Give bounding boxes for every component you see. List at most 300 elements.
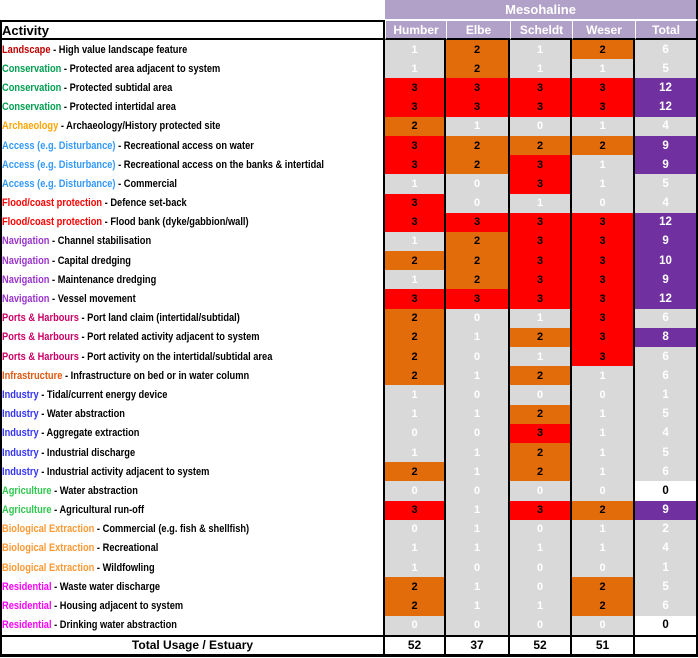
activity-cell — [0, 117, 385, 136]
value-cell: 0 — [446, 558, 510, 577]
table-row — [0, 194, 698, 213]
table-row — [0, 78, 698, 97]
row-total-cell: 4 — [635, 117, 698, 136]
value-cell: 1 — [572, 443, 635, 462]
table-row — [0, 424, 698, 443]
value-cell: 0 — [510, 385, 572, 404]
row-total-cell: 12 — [635, 289, 698, 308]
value-cell: 0 — [385, 424, 446, 443]
value-cell: 0 — [446, 481, 510, 500]
value-cell: 3 — [572, 328, 635, 347]
table-row — [0, 481, 698, 500]
value-cell: 3 — [385, 155, 446, 174]
activity-column-header: Activity — [0, 20, 385, 40]
value-cell: 3 — [446, 98, 510, 117]
category-label: Conservation — [2, 62, 62, 75]
column-header-total: Total — [635, 20, 698, 40]
activity-text — [2, 523, 249, 535]
column-total-cell: 37 — [446, 635, 510, 657]
row-total-cell: 0 — [635, 481, 698, 500]
activity-cell — [0, 520, 385, 539]
row-total-cell: 12 — [635, 78, 698, 97]
mesohaline-group-header: Mesohaline — [385, 0, 698, 20]
activity-description: - Housing adjacent to system — [51, 600, 184, 613]
value-cell: 1 — [385, 174, 446, 193]
value-cell: 3 — [510, 270, 572, 289]
activity-cell — [0, 194, 385, 213]
activity-cell — [0, 59, 385, 78]
value-cell: 1 — [385, 539, 446, 558]
activity-text — [2, 408, 125, 420]
activity-description: - Flood bank (dyke/gabbion/wall) — [102, 216, 249, 229]
category-label: Residential — [2, 580, 52, 593]
category-label: Archaeology — [2, 120, 59, 133]
value-cell: 2 — [385, 347, 446, 366]
activity-description: - Port land claim (intertidal/subtidal) — [78, 312, 240, 325]
row-total-cell: 5 — [635, 405, 698, 424]
category-label: Navigation — [2, 293, 50, 306]
category-label: Industry — [2, 465, 39, 478]
value-cell: 3 — [572, 347, 635, 366]
value-cell: 1 — [446, 462, 510, 481]
value-cell: 3 — [510, 155, 572, 174]
value-cell: 1 — [385, 405, 446, 424]
activity-text — [2, 197, 187, 209]
value-cell: 0 — [385, 481, 446, 500]
table-row — [0, 462, 698, 481]
value-cell: 1 — [385, 385, 446, 404]
category-label: Ports & Harbours — [2, 350, 79, 363]
value-cell: 1 — [385, 558, 446, 577]
activity-text — [2, 581, 160, 593]
activity-cell — [0, 481, 385, 500]
table-row — [0, 501, 698, 520]
value-cell: 2 — [446, 136, 510, 155]
activity-description: - Maintenance dredging — [49, 273, 157, 286]
column-total-cell: 52 — [385, 635, 446, 657]
value-cell: 3 — [385, 289, 446, 308]
value-cell: 0 — [446, 424, 510, 443]
value-cell: 2 — [385, 596, 446, 615]
activity-text — [2, 562, 155, 574]
row-total-cell: 8 — [635, 328, 698, 347]
value-cell: 0 — [446, 194, 510, 213]
activity-cell — [0, 328, 385, 347]
value-cell: 3 — [510, 501, 572, 520]
row-total-cell: 5 — [635, 577, 698, 596]
activity-cell — [0, 174, 385, 193]
value-cell: 1 — [385, 443, 446, 462]
category-label: Biological Extraction — [2, 542, 95, 555]
value-cell: 1 — [446, 366, 510, 385]
table-row — [0, 251, 698, 270]
category-label: Navigation — [2, 235, 50, 248]
activity-description: - Infrastructure on bed or in water column — [62, 369, 250, 382]
activity-text — [2, 466, 209, 478]
row-total-cell: 10 — [635, 251, 698, 270]
row-total-cell: 5 — [635, 174, 698, 193]
value-cell: 3 — [385, 98, 446, 117]
activity-cell — [0, 616, 385, 635]
column-header-scheldt: Scheldt — [510, 20, 572, 40]
value-cell: 0 — [510, 117, 572, 136]
row-total-cell: 1 — [635, 558, 698, 577]
value-cell: 1 — [572, 424, 635, 443]
category-label: Navigation — [2, 254, 50, 267]
value-cell: 3 — [510, 424, 572, 443]
row-total-cell: 2 — [635, 520, 698, 539]
row-total-cell: 9 — [635, 270, 698, 289]
value-cell: 3 — [510, 174, 572, 193]
activity-description: - Commercial — [115, 177, 177, 190]
value-cell: 2 — [446, 59, 510, 78]
activity-text — [2, 504, 144, 516]
value-cell: 2 — [572, 40, 635, 59]
activity-description: - Recreational — [94, 542, 159, 555]
activity-text — [2, 159, 324, 171]
activity-text — [2, 235, 151, 247]
row-total-cell: 6 — [635, 596, 698, 615]
value-cell: 1 — [510, 596, 572, 615]
activity-description: - Archaeology/History protected site — [58, 120, 221, 133]
activity-cell — [0, 289, 385, 308]
activity-text — [2, 216, 249, 228]
row-total-cell: 4 — [635, 194, 698, 213]
value-cell: 1 — [572, 155, 635, 174]
activity-text — [2, 120, 220, 132]
category-label: Industry — [2, 408, 39, 421]
activity-text — [2, 389, 167, 401]
column-total-cell: 51 — [572, 635, 635, 657]
value-cell: 3 — [385, 78, 446, 97]
activity-description: - Recreational access on water — [115, 139, 254, 152]
value-cell: 3 — [572, 289, 635, 308]
value-cell: 1 — [446, 577, 510, 596]
activity-text — [2, 485, 138, 497]
value-cell: 2 — [385, 309, 446, 328]
value-cell: 0 — [572, 616, 635, 635]
category-label: Residential — [2, 619, 52, 632]
value-cell: 3 — [572, 270, 635, 289]
activity-cell — [0, 558, 385, 577]
activity-description: - Protected subtidal area — [61, 81, 173, 94]
table-row — [0, 328, 698, 347]
activity-text — [2, 274, 156, 286]
category-label: Agriculture — [2, 504, 52, 517]
activity-cell — [0, 385, 385, 404]
column-header-weser: Weser — [572, 20, 635, 40]
table-row — [0, 616, 698, 635]
activity-cell — [0, 405, 385, 424]
row-total-cell: 12 — [635, 213, 698, 232]
activity-cell — [0, 98, 385, 117]
row-total-cell: 6 — [635, 366, 698, 385]
top-left-spacer — [0, 0, 385, 20]
activity-cell — [0, 443, 385, 462]
category-label: Industry — [2, 446, 39, 459]
value-cell: 2 — [446, 251, 510, 270]
row-total-cell: 9 — [635, 232, 698, 251]
category-label: Access (e.g. Disturbance) — [2, 139, 116, 152]
value-cell: 0 — [572, 194, 635, 213]
value-cell: 2 — [510, 328, 572, 347]
table-row — [0, 40, 698, 59]
activity-description: - Industrial activity adjacent to system — [38, 465, 210, 478]
row-total-cell: 6 — [635, 462, 698, 481]
activity-text — [2, 44, 187, 56]
value-cell: 3 — [385, 136, 446, 155]
row-total-cell: 12 — [635, 98, 698, 117]
value-cell: 3 — [572, 251, 635, 270]
value-cell: 1 — [572, 405, 635, 424]
table-row — [0, 539, 698, 558]
table-row — [0, 347, 698, 366]
value-cell: 3 — [446, 78, 510, 97]
value-cell: 2 — [510, 136, 572, 155]
table-row — [0, 155, 698, 174]
activity-description: - Water abstraction — [51, 484, 138, 497]
activity-text — [2, 600, 183, 612]
activity-text — [2, 82, 172, 94]
category-label: Access (e.g. Disturbance) — [2, 158, 116, 171]
value-cell: 3 — [510, 98, 572, 117]
activity-text — [2, 542, 158, 554]
value-cell: 3 — [510, 232, 572, 251]
category-label: Ports & Harbours — [2, 331, 79, 344]
table-row — [0, 289, 698, 308]
value-cell: 2 — [385, 462, 446, 481]
activity-cell — [0, 501, 385, 520]
value-cell: 3 — [572, 98, 635, 117]
category-label: Biological Extraction — [2, 561, 95, 574]
value-cell: 2 — [446, 232, 510, 251]
row-total-cell: 1 — [635, 385, 698, 404]
activity-cell — [0, 596, 385, 615]
category-label: Residential — [2, 600, 52, 613]
table-row — [0, 270, 698, 289]
table-row — [0, 558, 698, 577]
row-total-cell: 6 — [635, 40, 698, 59]
value-cell: 1 — [446, 117, 510, 136]
table-row — [0, 59, 698, 78]
category-label: Access (e.g. Disturbance) — [2, 177, 116, 190]
value-cell: 0 — [446, 347, 510, 366]
value-cell: 1 — [510, 347, 572, 366]
value-cell: 3 — [510, 289, 572, 308]
table-row — [0, 174, 698, 193]
activity-cell — [0, 251, 385, 270]
activity-cell — [0, 232, 385, 251]
activity-description: - Port activity on the intertidal/subtidal area — [78, 350, 273, 363]
value-cell: 1 — [572, 462, 635, 481]
activity-description: - Recreational access on the banks & intertidal — [115, 158, 325, 171]
category-label: Ports & Harbours — [2, 312, 79, 325]
activity-description: - Vessel movement — [49, 293, 136, 306]
value-cell: 2 — [446, 40, 510, 59]
value-cell: 3 — [385, 194, 446, 213]
category-label: Flood/coast protection — [2, 197, 103, 210]
value-cell: 1 — [510, 40, 572, 59]
row-total-cell: 9 — [635, 136, 698, 155]
value-cell: 0 — [572, 558, 635, 577]
table-row — [0, 98, 698, 117]
activity-text — [2, 255, 131, 267]
activity-text — [2, 178, 177, 190]
footer-label: Total Usage / Estuary — [0, 635, 385, 657]
value-cell: 1 — [446, 596, 510, 615]
row-total-cell: 4 — [635, 539, 698, 558]
value-cell: 1 — [572, 539, 635, 558]
value-cell: 3 — [572, 309, 635, 328]
value-cell: 1 — [572, 174, 635, 193]
category-label: Landscape — [2, 43, 51, 56]
value-cell: 1 — [446, 405, 510, 424]
category-label: Flood/coast protection — [2, 216, 103, 229]
category-label: Conservation — [2, 81, 62, 94]
table-row — [0, 443, 698, 462]
activity-description: - Capital dredging — [49, 254, 131, 267]
table-row — [0, 309, 698, 328]
table-row — [0, 520, 698, 539]
activity-description: - Defence set-back — [102, 197, 187, 210]
value-cell: 1 — [572, 117, 635, 136]
activity-cell — [0, 40, 385, 59]
activity-description: - Tidal/current energy device — [38, 388, 168, 401]
activity-text — [2, 63, 220, 75]
activity-cell — [0, 136, 385, 155]
activity-description: - Channel stabilisation — [49, 235, 152, 248]
value-cell: 1 — [572, 520, 635, 539]
value-cell: 3 — [446, 289, 510, 308]
column-total-cell: 52 — [510, 635, 572, 657]
value-cell: 3 — [385, 501, 446, 520]
value-cell: 1 — [385, 232, 446, 251]
value-cell: 1 — [385, 270, 446, 289]
table-row — [0, 366, 698, 385]
value-cell: 2 — [572, 136, 635, 155]
activity-description: - Waste water discharge — [51, 580, 161, 593]
value-cell: 0 — [510, 520, 572, 539]
table-row — [0, 596, 698, 615]
activity-cell — [0, 462, 385, 481]
value-cell: 0 — [510, 616, 572, 635]
value-cell: 1 — [446, 539, 510, 558]
activity-description: - Water abstraction — [38, 408, 125, 421]
row-total-cell: 5 — [635, 443, 698, 462]
footer-row — [0, 635, 698, 657]
table-row — [0, 577, 698, 596]
column-header-elbe: Elbe — [446, 20, 510, 40]
activity-text — [2, 447, 135, 459]
value-cell: 3 — [572, 213, 635, 232]
column-header-humber: Humber — [385, 20, 446, 40]
activity-text — [2, 293, 136, 305]
value-cell: 1 — [446, 520, 510, 539]
value-cell: 3 — [572, 78, 635, 97]
activity-description: - Port related activity adjacent to system — [78, 331, 260, 344]
value-cell: 2 — [510, 366, 572, 385]
activity-text — [2, 140, 254, 152]
category-label: Biological Extraction — [2, 523, 95, 536]
activity-cell — [0, 270, 385, 289]
value-cell: 1 — [510, 194, 572, 213]
value-cell: 3 — [510, 251, 572, 270]
activity-description: - Protected area adjacent to system — [61, 62, 221, 75]
value-cell: 1 — [572, 366, 635, 385]
activity-text — [2, 619, 177, 631]
activity-cell — [0, 539, 385, 558]
value-cell: 1 — [572, 59, 635, 78]
value-cell: 2 — [385, 328, 446, 347]
value-cell: 1 — [446, 443, 510, 462]
value-cell: 2 — [510, 462, 572, 481]
table-row — [0, 385, 698, 404]
value-cell: 0 — [510, 558, 572, 577]
activity-description: - Protected intertidal area — [61, 101, 176, 114]
value-cell: 0 — [446, 309, 510, 328]
activity-description: - Agricultural run-off — [51, 504, 145, 517]
value-cell: 0 — [446, 385, 510, 404]
value-cell: 0 — [510, 577, 572, 596]
category-label: Industry — [2, 388, 39, 401]
value-cell: 3 — [510, 78, 572, 97]
activity-cell — [0, 155, 385, 174]
value-cell: 0 — [572, 481, 635, 500]
row-total-cell: 4 — [635, 424, 698, 443]
value-cell: 0 — [572, 385, 635, 404]
value-cell: 1 — [510, 59, 572, 78]
activity-description: - Commercial (e.g. fish & shellfish) — [94, 523, 250, 536]
value-cell: 1 — [510, 539, 572, 558]
category-label: Infrastructure — [2, 369, 63, 382]
column-header-row — [0, 20, 698, 40]
value-cell: 1 — [446, 501, 510, 520]
table-row — [0, 405, 698, 424]
value-cell: 1 — [446, 328, 510, 347]
value-cell: 0 — [446, 174, 510, 193]
group-header-row — [0, 0, 698, 20]
activity-text — [2, 312, 240, 324]
value-cell: 2 — [385, 366, 446, 385]
value-cell: 1 — [385, 59, 446, 78]
row-total-cell: 9 — [635, 155, 698, 174]
activity-text — [2, 331, 260, 343]
value-cell: 0 — [385, 616, 446, 635]
value-cell: 0 — [510, 481, 572, 500]
activity-cell — [0, 577, 385, 596]
activity-cell — [0, 78, 385, 97]
activity-text — [2, 370, 249, 382]
row-total-cell: 6 — [635, 309, 698, 328]
table-row — [0, 117, 698, 136]
value-cell: 0 — [446, 616, 510, 635]
row-total-cell: 0 — [635, 616, 698, 635]
activity-description: - High value landscape feature — [50, 43, 188, 56]
row-total-cell: 6 — [635, 347, 698, 366]
category-label: Industry — [2, 427, 39, 440]
value-cell: 3 — [446, 213, 510, 232]
category-label: Conservation — [2, 101, 62, 114]
value-cell: 2 — [572, 577, 635, 596]
value-cell: 2 — [385, 117, 446, 136]
value-cell: 2 — [385, 577, 446, 596]
row-total-cell: 9 — [635, 501, 698, 520]
activity-cell — [0, 309, 385, 328]
table-body — [0, 40, 698, 635]
category-label: Navigation — [2, 273, 50, 286]
value-cell: 2 — [510, 405, 572, 424]
activity-description: - Aggregate extraction — [38, 427, 140, 440]
